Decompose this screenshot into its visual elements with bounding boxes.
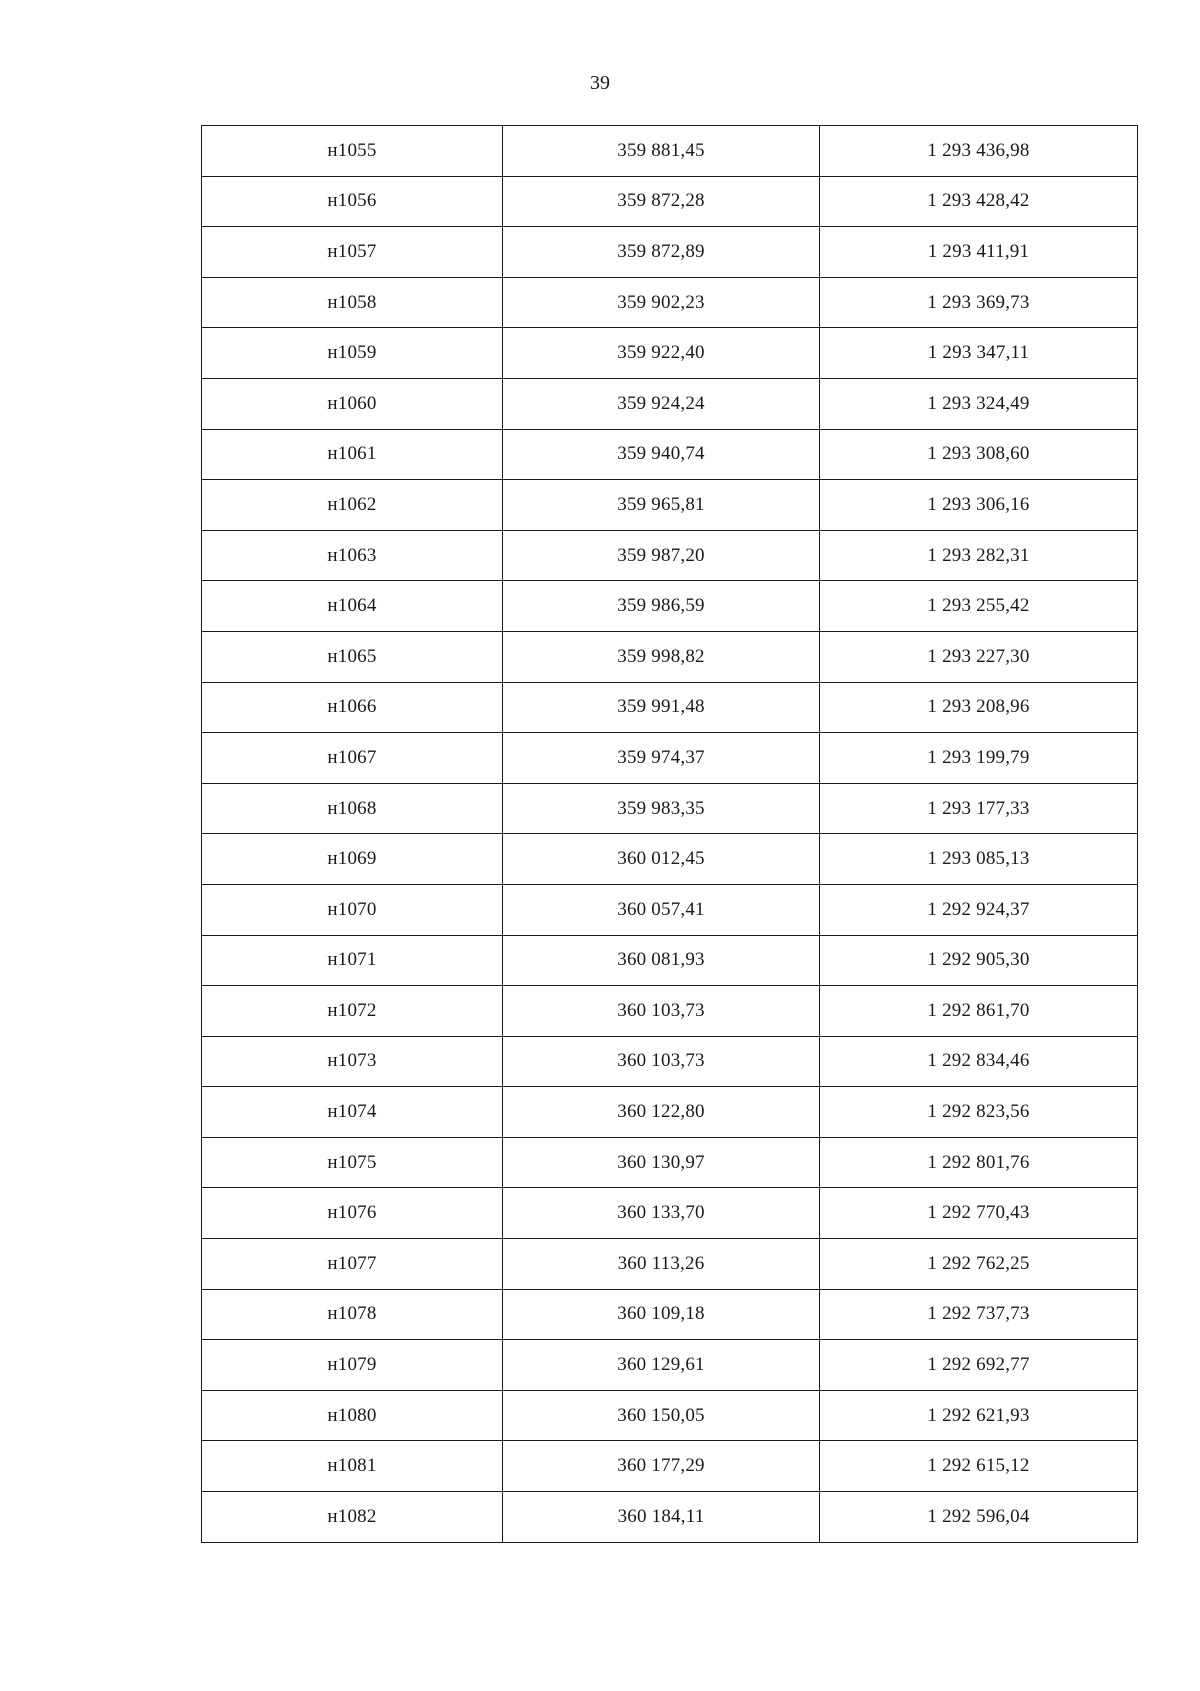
table-row	[202, 328, 1138, 379]
x-coordinate-cell: 360 133,70	[503, 1188, 820, 1239]
point-id-cell: н1073	[202, 1036, 503, 1087]
point-id-cell: н1067	[202, 733, 503, 784]
y-coordinate-cell: 1 293 324,49	[820, 378, 1138, 429]
y-coordinate-cell: 1 292 861,70	[820, 986, 1138, 1037]
point-id-cell: н1061	[202, 429, 503, 480]
point-id-cell: н1079	[202, 1340, 503, 1391]
y-coordinate-cell: 1 293 411,91	[820, 227, 1138, 278]
point-id-cell: н1071	[202, 935, 503, 986]
point-id-cell: н1056	[202, 176, 503, 227]
table-row	[202, 884, 1138, 935]
y-coordinate-cell: 1 293 208,96	[820, 682, 1138, 733]
y-coordinate-cell: 1 292 737,73	[820, 1289, 1138, 1340]
point-id-cell: н1080	[202, 1390, 503, 1441]
y-coordinate-cell: 1 292 823,56	[820, 1087, 1138, 1138]
point-id-cell: н1077	[202, 1239, 503, 1290]
x-coordinate-cell: 360 081,93	[503, 935, 820, 986]
table-row	[202, 480, 1138, 531]
x-coordinate-cell: 359 974,37	[503, 733, 820, 784]
point-id-cell: н1057	[202, 227, 503, 278]
x-coordinate-cell: 360 109,18	[503, 1289, 820, 1340]
x-coordinate-cell: 360 150,05	[503, 1390, 820, 1441]
x-coordinate-cell: 359 940,74	[503, 429, 820, 480]
y-coordinate-cell: 1 292 762,25	[820, 1239, 1138, 1290]
x-coordinate-cell: 359 986,59	[503, 581, 820, 632]
x-coordinate-cell: 360 103,73	[503, 1036, 820, 1087]
table-row	[202, 733, 1138, 784]
x-coordinate-cell: 360 130,97	[503, 1137, 820, 1188]
table-row	[202, 631, 1138, 682]
table-row	[202, 126, 1138, 177]
table-row	[202, 1188, 1138, 1239]
table-row	[202, 378, 1138, 429]
x-coordinate-cell: 359 924,24	[503, 378, 820, 429]
y-coordinate-cell: 1 293 085,13	[820, 834, 1138, 885]
table-row	[202, 783, 1138, 834]
x-coordinate-cell: 359 983,35	[503, 783, 820, 834]
x-coordinate-cell: 359 987,20	[503, 530, 820, 581]
y-coordinate-cell: 1 292 801,76	[820, 1137, 1138, 1188]
y-coordinate-cell: 1 292 621,93	[820, 1390, 1138, 1441]
point-id-cell: н1055	[202, 126, 503, 177]
table-row	[202, 176, 1138, 227]
y-coordinate-cell: 1 292 834,46	[820, 1036, 1138, 1087]
point-id-cell: н1063	[202, 530, 503, 581]
table-row	[202, 1137, 1138, 1188]
table-row	[202, 986, 1138, 1037]
y-coordinate-cell: 1 293 436,98	[820, 126, 1138, 177]
y-coordinate-cell: 1 292 615,12	[820, 1441, 1138, 1492]
x-coordinate-cell: 359 991,48	[503, 682, 820, 733]
table-row	[202, 1289, 1138, 1340]
table-row	[202, 1340, 1138, 1391]
coordinates-table	[201, 125, 1138, 1543]
point-id-cell: н1065	[202, 631, 503, 682]
table-row	[202, 227, 1138, 278]
y-coordinate-cell: 1 293 308,60	[820, 429, 1138, 480]
x-coordinate-cell: 360 122,80	[503, 1087, 820, 1138]
y-coordinate-cell: 1 292 924,37	[820, 884, 1138, 935]
y-coordinate-cell: 1 292 692,77	[820, 1340, 1138, 1391]
point-id-cell: н1076	[202, 1188, 503, 1239]
y-coordinate-cell: 1 293 177,33	[820, 783, 1138, 834]
x-coordinate-cell: 360 177,29	[503, 1441, 820, 1492]
table-row	[202, 682, 1138, 733]
table-row	[202, 1492, 1138, 1543]
point-id-cell: н1078	[202, 1289, 503, 1340]
point-id-cell: н1058	[202, 277, 503, 328]
page-number: 39	[590, 72, 610, 94]
table-row	[202, 429, 1138, 480]
point-id-cell: н1074	[202, 1087, 503, 1138]
x-coordinate-cell: 359 872,28	[503, 176, 820, 227]
x-coordinate-cell: 360 057,41	[503, 884, 820, 935]
point-id-cell: н1082	[202, 1492, 503, 1543]
y-coordinate-cell: 1 293 306,16	[820, 480, 1138, 531]
table-row	[202, 1441, 1138, 1492]
table-row	[202, 530, 1138, 581]
x-coordinate-cell: 359 881,45	[503, 126, 820, 177]
x-coordinate-cell: 360 184,11	[503, 1492, 820, 1543]
x-coordinate-cell: 359 922,40	[503, 328, 820, 379]
x-coordinate-cell: 359 902,23	[503, 277, 820, 328]
y-coordinate-cell: 1 292 596,04	[820, 1492, 1138, 1543]
point-id-cell: н1062	[202, 480, 503, 531]
y-coordinate-cell: 1 293 369,73	[820, 277, 1138, 328]
table-row	[202, 1087, 1138, 1138]
x-coordinate-cell: 360 012,45	[503, 834, 820, 885]
y-coordinate-cell: 1 293 428,42	[820, 176, 1138, 227]
point-id-cell: н1064	[202, 581, 503, 632]
y-coordinate-cell: 1 293 199,79	[820, 733, 1138, 784]
x-coordinate-cell: 360 129,61	[503, 1340, 820, 1391]
point-id-cell: н1072	[202, 986, 503, 1037]
table-row	[202, 1239, 1138, 1290]
y-coordinate-cell: 1 292 905,30	[820, 935, 1138, 986]
y-coordinate-cell: 1 293 282,31	[820, 530, 1138, 581]
y-coordinate-cell: 1 292 770,43	[820, 1188, 1138, 1239]
x-coordinate-cell: 359 872,89	[503, 227, 820, 278]
table-row	[202, 1036, 1138, 1087]
y-coordinate-cell: 1 293 227,30	[820, 631, 1138, 682]
table-row	[202, 935, 1138, 986]
point-id-cell: н1081	[202, 1441, 503, 1492]
point-id-cell: н1070	[202, 884, 503, 935]
x-coordinate-cell: 359 965,81	[503, 480, 820, 531]
x-coordinate-cell: 360 113,26	[503, 1239, 820, 1290]
point-id-cell: н1066	[202, 682, 503, 733]
point-id-cell: н1068	[202, 783, 503, 834]
y-coordinate-cell: 1 293 347,11	[820, 328, 1138, 379]
point-id-cell: н1060	[202, 378, 503, 429]
y-coordinate-cell: 1 293 255,42	[820, 581, 1138, 632]
table-row	[202, 1390, 1138, 1441]
table-row	[202, 277, 1138, 328]
point-id-cell: н1069	[202, 834, 503, 885]
point-id-cell: н1075	[202, 1137, 503, 1188]
table-row	[202, 581, 1138, 632]
x-coordinate-cell: 360 103,73	[503, 986, 820, 1037]
x-coordinate-cell: 359 998,82	[503, 631, 820, 682]
table-row	[202, 834, 1138, 885]
point-id-cell: н1059	[202, 328, 503, 379]
coordinates-table-body	[202, 126, 1138, 1543]
